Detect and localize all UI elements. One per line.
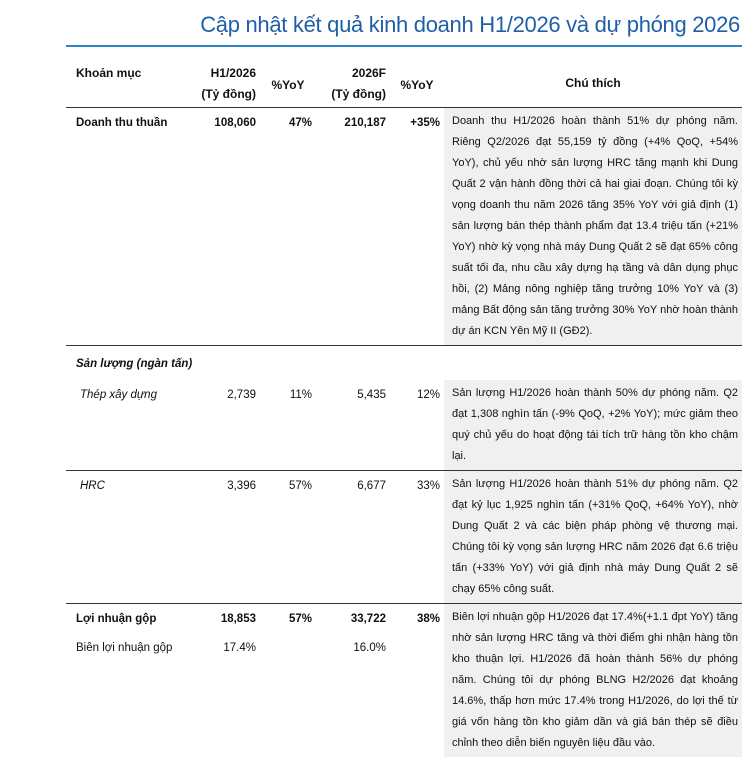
row-note: Sản lượng H1/2026 hoàn thành 51% dự phóng năm. Q2 đạt kỷ lục 1,925 nghìn tấn (+31% QoQ, +64% YoY), nhờ Dung Quất 2 và các biện pháp phòng vệ thương mại. Chúng tôi kỳ vọng sản lượng HRC năm 2026 đạt 6.6 triệu tấn (+33% YoY) với giả định nhà máy Dung Quất 2 sẽ chạy 65% công suất. [444,471,742,604]
header-note: Chú thích [444,58,742,108]
header-item: Khoản mục [66,58,189,108]
table-row-hrc [66,471,742,604]
row-label-group [66,604,189,757]
page-title: Cập nhật kết quả kinh doanh H1/2026 và dự phóng 2026 [200,12,740,38]
header-h1: H1/2026 (Tỷ đồng) [189,58,260,108]
row-label: Thép xây dựng [66,380,189,471]
row-2026f-value: 6,677 [316,471,390,604]
row-yoy1-value: 57% [260,604,316,757]
sub-row-label: Biên lợi nhuận gộp [76,638,185,659]
section-label: Sản lượng (ngàn tấn) [66,346,260,381]
header-yoy2: %YoY [390,58,444,108]
sub-row-h1-value: 17.4% [193,638,256,659]
row-2026f-value: 5,435 [316,380,390,471]
sub-row-2026f-value: 16.0% [320,638,386,659]
row-yoy1-value: 47% [260,108,316,346]
row-yoy2-value: 12% [390,380,444,471]
row-h1-value: 2,739 [189,380,260,471]
header-2026f: 2026F (Tỷ đồng) [316,58,390,108]
table-row-revenue [66,108,742,346]
title-underline [66,45,742,47]
header-yoy1: %YoY [260,58,316,108]
row-h1-group [189,604,260,757]
row-note: Biên lợi nhuận gộp H1/2026 đạt 17.4%(+1.1 đpt YoY) tăng nhờ sản lượng HRC tăng và thời điểm ghi nhận hàng tồn kho thuận lợi. H1/2026 đã hoàn thành 56% dự phóng năm. Chúng tôi dự phóng BLNG H2/2026 đạt khoảng 14.6%, thấp hơn mức 17.4% trong H1/2026, do lợi thế từ giá vốn hàng tồn kho giảm dần và giá bán thép sẽ điều chỉnh theo diễn biến nguyên liệu đầu vào. [444,604,742,757]
row-yoy1-value: 11% [260,380,316,471]
row-h1-value: 108,060 [189,108,260,346]
row-yoy2-value: 33% [390,471,444,604]
row-h1-value: 18,853 [193,609,256,630]
table-row-construction-steel [66,380,742,471]
row-label: Lợi nhuận gộp [76,609,185,630]
row-yoy1-value: 57% [260,471,316,604]
table-header-row [66,58,742,108]
business-results-table [66,58,742,757]
row-label: Doanh thu thuần [66,108,189,346]
row-yoy2-value: +35% [390,108,444,346]
row-note: Doanh thu H1/2026 hoàn thành 51% dự phóng năm. Riêng Q2/2026 đạt 55,159 tỷ đồng (+4% QoQ, +54% YoY), chủ yếu nhờ sản lượng HRC tăng mạnh khi Dung Quất 2 vận hành đồng thời cả hai giai đoạn. Chúng tôi kỳ vọng doanh thu năm 2026 tăng 35% YoY với giả định (1) sản lượng bán thép thành phẩm đạt 13.4 triệu tấn (+21% YoY) nhờ kỳ vọng nhà máy Dung Quất 2 sẽ đạt 65% công suất tối đa, nhu cầu xây dựng hạ tầng và dân dụng phục hồi, (2) Mảng nông nghiệp tăng trưởng 10% YoY và (3) mảng Bất động sản tăng trưởng 30% YoY nhờ hoàn thành dự án KCN Yên Mỹ II (GĐ2). [444,108,742,346]
table-row-gross-profit [66,604,742,757]
row-2026f-value: 210,187 [316,108,390,346]
row-label: HRC [66,471,189,604]
row-h1-value: 3,396 [189,471,260,604]
row-2026f-group [316,604,390,757]
row-2026f-value: 33,722 [320,609,386,630]
row-yoy2-value: 38% [390,604,444,757]
row-note: Sản lượng H1/2026 hoàn thành 50% dự phóng năm. Q2 đạt 1,308 nghìn tấn (-9% QoQ, +2% YoY); mức giảm theo quý chủ yếu do hoạt động tái tích trữ hàng tồn kho chậm lại. [444,380,742,471]
table-row-volume-header [66,346,742,381]
